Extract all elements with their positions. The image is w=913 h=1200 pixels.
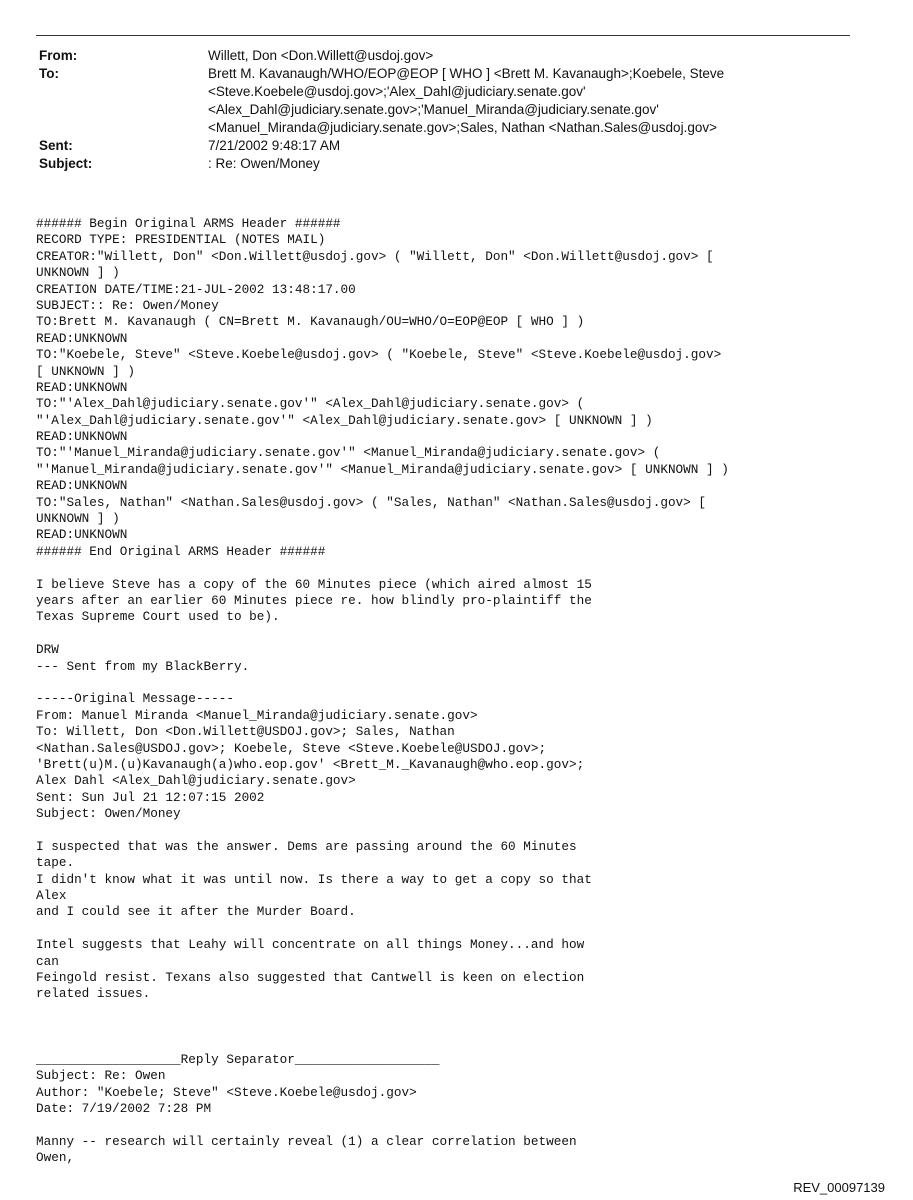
subject-row <box>39 155 859 173</box>
body-line <box>36 675 866 691</box>
sent-row <box>39 137 859 155</box>
body-line: DRW <box>36 642 59 658</box>
body-line: UNKNOWN ] ) <box>36 265 120 281</box>
body-line: "'Manuel_Miranda@judiciary.senate.gov'" <Manuel_Miranda@judiciary.senate.gov> [ UNKNOWN ] ) <box>36 461 729 477</box>
body-line: and I could see it after the Murder Board. <box>36 904 356 920</box>
body-line: <Nathan.Sales@USDOJ.gov>; Koebele, Steve <Steve.Koebele@USDOJ.gov>; <box>36 740 547 756</box>
header-value-line: Brett M. Kavanaugh/WHO/EOP@EOP [ WHO ] <Brett M. Kavanaugh>;Koebele, Steve <box>208 66 725 81</box>
body-line: READ:UNKNOWN <box>36 478 128 494</box>
body-line: READ:UNKNOWN <box>36 527 128 543</box>
body-line: -----Original Message----- <box>36 691 234 707</box>
body-line: ###### Begin Original ARMS Header ###### <box>36 216 341 231</box>
body-line: CREATION DATE/TIME:21-JUL-2002 13:48:17.00 <box>36 281 356 297</box>
body-line <box>36 626 866 642</box>
body-line: Subject: Owen/Money <box>36 806 181 822</box>
body-line: Alex <box>36 888 67 904</box>
body-line: ###### End Original ARMS Header ###### <box>36 543 326 559</box>
body-line: [ UNKNOWN ] ) <box>36 363 135 379</box>
body-line: READ:UNKNOWN <box>36 330 128 346</box>
body-line: I didn't know what it was until now. Is there a way to get a copy so that <box>36 871 592 887</box>
email-body <box>36 216 866 1167</box>
body-line: SUBJECT:: Re: Owen/Money <box>36 297 219 313</box>
body-line: READ:UNKNOWN <box>36 379 128 395</box>
sent-label: Sent: <box>39 138 73 153</box>
subject-label: Subject: <box>39 156 93 171</box>
body-line <box>36 1019 866 1035</box>
body-line: CREATOR:"Willett, Don" <Don.Willett@usdoj.gov> ( "Willett, Don" <Don.Willett@usdoj.gov> [ <box>36 248 714 264</box>
body-line: TO:"Koebele, Steve" <Steve.Koebele@usdoj.gov> ( "Koebele, Steve" <Steve.Koebele@usdoj.gov> <box>36 347 722 363</box>
to-label: To: <box>39 66 59 81</box>
body-line: Subject: Re: Owen <box>36 1068 166 1084</box>
header-rule <box>36 35 850 36</box>
header-value-line: <Alex_Dahl@judiciary.senate.gov>;'Manuel_Miranda@judiciary.senate.gov' <box>208 102 659 117</box>
body-line: Date: 7/19/2002 7:28 PM <box>36 1101 212 1117</box>
body-line <box>36 560 866 576</box>
body-line: Manny -- research will certainly reveal (1) a clear correlation between <box>36 1133 577 1149</box>
header-value-line: <Steve.Koebele@usdoj.gov>;'Alex_Dahl@judiciary.senate.gov' <box>208 84 586 99</box>
body-line: Alex Dahl <Alex_Dahl@judiciary.senate.gov> <box>36 773 356 789</box>
body-line: Texas Supreme Court used to be). <box>36 609 280 625</box>
body-line: Feingold resist. Texans also suggested that Cantwell is keen on election <box>36 969 585 985</box>
body-line: RECORD TYPE: PRESIDENTIAL (NOTES MAIL) <box>36 232 326 248</box>
body-line: can <box>36 953 59 969</box>
body-line <box>36 822 866 838</box>
header-value-line: Willett, Don <Don.Willett@usdoj.gov> <box>208 48 434 63</box>
header-value-line: : Re: Owen/Money <box>208 156 320 171</box>
body-line: UNKNOWN ] ) <box>36 511 120 527</box>
body-line: "'Alex_Dahl@judiciary.senate.gov'" <Alex_Dahl@judiciary.senate.gov> [ UNKNOWN ] ) <box>36 412 653 428</box>
body-line: I suspected that was the answer. Dems are passing around the 60 Minutes <box>36 838 577 854</box>
body-line: TO:"Sales, Nathan" <Nathan.Sales@usdoj.gov> ( "Sales, Nathan" <Nathan.Sales@usdoj.gov> [ <box>36 494 707 510</box>
body-line: TO:"'Alex_Dahl@judiciary.senate.gov'" <Alex_Dahl@judiciary.senate.gov> ( <box>36 396 585 412</box>
body-line <box>36 1003 866 1019</box>
header-value-line: <Manuel_Miranda@judiciary.senate.gov>;Sales, Nathan <Nathan.Sales@usdoj.gov> <box>208 120 717 135</box>
from-label: From: <box>39 48 78 63</box>
body-line <box>36 921 866 937</box>
to-row <box>39 65 859 137</box>
bates-number: REV_00097139 <box>793 1180 885 1195</box>
body-line: --- Sent from my BlackBerry. <box>36 658 250 674</box>
body-line: Sent: Sun Jul 21 12:07:15 2002 <box>36 789 265 805</box>
body-line: years after an earlier 60 Minutes piece re. how blindly pro-plaintiff the <box>36 592 592 608</box>
body-line: TO:Brett M. Kavanaugh ( CN=Brett M. Kavanaugh/OU=WHO/O=EOP@EOP [ WHO ] ) <box>36 314 585 330</box>
body-line: related issues. <box>36 986 151 1002</box>
body-line: From: Manuel Miranda <Manuel_Miranda@judiciary.senate.gov> <box>36 707 478 723</box>
from-row <box>39 47 859 65</box>
body-line <box>36 1036 866 1052</box>
from-value <box>208 47 859 65</box>
body-line <box>36 1117 866 1133</box>
body-line: TO:"'Manuel_Miranda@judiciary.senate.gov'" <Manuel_Miranda@judiciary.senate.gov> ( <box>36 445 661 461</box>
body-line: To: Willett, Don <Don.Willett@USDOJ.gov>; Sales, Nathan <box>36 724 455 740</box>
to-value <box>208 65 859 137</box>
body-line: I believe Steve has a copy of the 60 Minutes piece (which aired almost 15 <box>36 576 592 592</box>
body-line: 'Brett(u)M.(u)Kavanaugh(a)who.eop.gov' <Brett_M._Kavanaugh@who.eop.gov>; <box>36 756 585 772</box>
body-line: Intel suggests that Leahy will concentrate on all things Money...and how <box>36 937 585 953</box>
header-value-line: 7/21/2002 9:48:17 AM <box>208 138 341 153</box>
body-line: READ:UNKNOWN <box>36 429 128 445</box>
body-line: tape. <box>36 855 75 871</box>
email-header <box>39 47 859 173</box>
subject-value <box>208 155 859 173</box>
sent-value <box>208 137 859 155</box>
body-line: Owen, <box>36 1150 75 1166</box>
body-line: Author: "Koebele; Steve" <Steve.Koebele@usdoj.gov> <box>36 1084 417 1100</box>
body-line: ___________________Reply Separator___________________ <box>36 1051 440 1067</box>
